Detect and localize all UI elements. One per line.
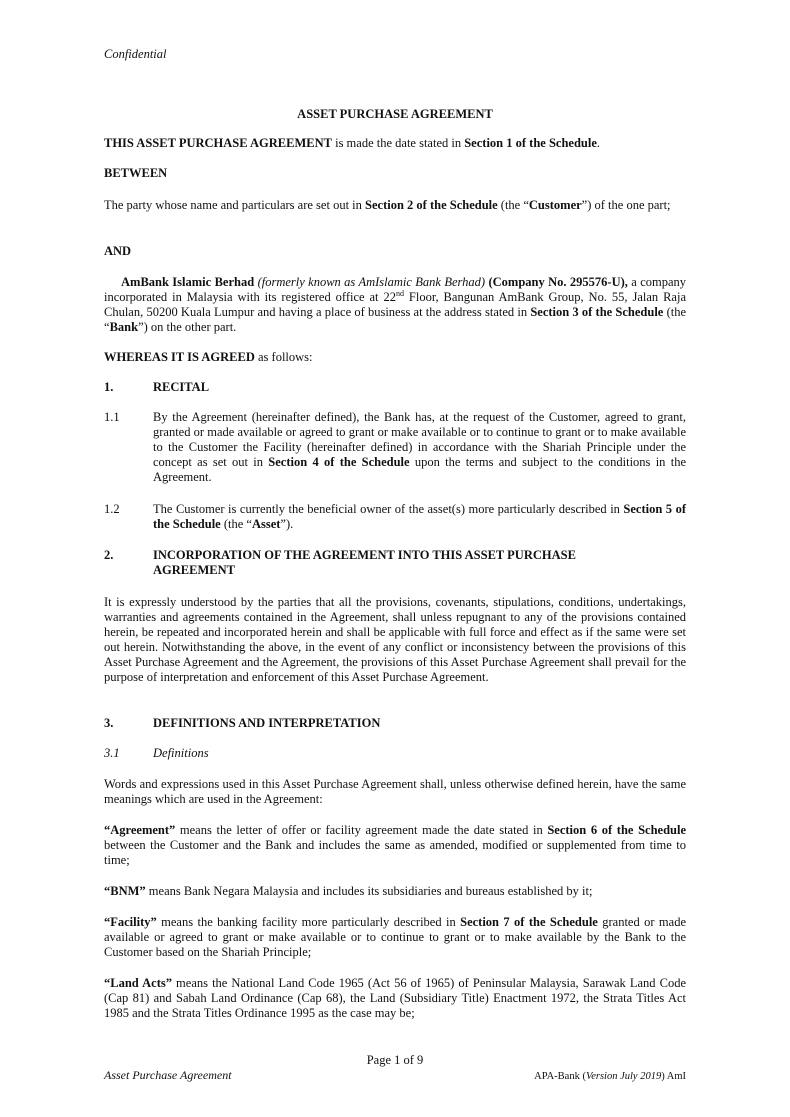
party1-paragraph: The party whose name and particulars are set out in Section 2 of the Schedule (the “Customer”) of the one part;	[104, 198, 671, 212]
section2-body: It is expressly understood by the parties that all the provisions, covenants, stipulations, conditions, undertakings, warranties and agreements contained in the Agreement, shall unless repugnant to any of the provisions contained herein, be repeated and incorporated herein and shall be applicable with full force and effect as if the same were set out herein. Notwithstanding the above, in the event of any conflict or inconsistency between the provisions of this Asset Purchase Agreement and the Agreement, the provisions of this Asset Purchase Agreement shall prevail for the purpose of interpretation and enforcement of this Asset Purchase Agreement.	[104, 595, 686, 684]
page-number: Page 1 of 9	[366, 1053, 424, 1067]
section2-title: INCORPORATION OF THE AGREEMENT INTO THIS ASSET PURCHASE AGREEMENT	[153, 548, 576, 577]
definition-facility: “Facility” means the banking facility more particularly described in Section 7 of the Schedule granted or made available or agreed to grant or make available or to continue to grant or to make available by the Bank to the Customer based on the Shariah Principle;	[104, 915, 686, 959]
subsection-3-1-title: Definitions	[153, 746, 209, 760]
definition-bnm: “BNM” means Bank Negara Malaysia and includes its subsidiaries and bureaus established by it;	[104, 884, 593, 898]
definition-land-acts: “Land Acts” means the National Land Code 1965 (Act 56 of 1965) of Peninsular Malaysia, Sarawak Land Code (Cap 81) and Sabah Land Ordinance (Cap 68), the Land (Subsidiary Title) Enactment 1972, the Strata Titles Act 1985 and the Strata Titles Ordinance 1995 as the case may be;	[104, 976, 686, 1020]
section1-title: RECITAL	[153, 380, 210, 394]
definitions-intro: Words and expressions used in this Asset Purchase Agreement shall, unless otherwise defined herein, have the same meanings which are used in the Agreement:	[104, 777, 686, 806]
footer-version: APA-Bank (Version July 2019) AmI	[534, 1071, 686, 1082]
party2-paragraph: AmBank Islamic Berhad (formerly known as AmIslamic Bank Berhad) (Company No. 295576-U), a company incorporated in Malaysia with its registered office at 22nd Floor, Bangunan AmBank Group, No. 55, Jalan Raja Chulan, 50200 Kuala Lumpur and having a place of business at the address stated in Section 3 of the Schedule (the “Bank”) on the other part.	[104, 275, 687, 334]
between-heading: BETWEEN	[104, 166, 168, 180]
and-heading: AND	[104, 244, 132, 258]
clause-1-2-text: The Customer is currently the beneficial owner of the asset(s) more particularly described in Section 5 of the Schedule (the “Asset”).	[153, 502, 686, 531]
clause-1-1-text: By the Agreement (hereinafter defined), the Bank has, at the request of the Customer, agreed to grant, granted or made available or agreed to grant or make available or to continue to grant or to make available to the Customer the Facility (hereinafter defined) in accordance with the Shariah Principle under the concept as set out in Section 4 of the Schedule upon the terms and subject to the conditions in the Agreement.	[153, 410, 686, 484]
subsection-3-1-number: 3.1	[104, 746, 120, 760]
footer-document-name: Asset Purchase Agreement	[104, 1068, 232, 1082]
section3-number: 3.	[104, 716, 114, 730]
confidential-label: Confidential	[104, 47, 167, 61]
clause-1-1-number: 1.1	[104, 410, 120, 424]
section1-number: 1.	[104, 380, 114, 394]
document-title: ASSET PURCHASE AGREEMENT	[297, 107, 493, 121]
clause-1-2-number: 1.2	[104, 502, 120, 516]
definition-agreement: “Agreement” means the letter of offer or facility agreement made the date stated in Section 6 of the Schedule between the Customer and the Bank and includes the same as amended, modified or supplemented from time to time;	[104, 823, 686, 867]
whereas-paragraph: WHEREAS IT IS AGREED as follows:	[104, 350, 313, 364]
section3-title: DEFINITIONS AND INTERPRETATION	[153, 716, 381, 730]
intro-paragraph: THIS ASSET PURCHASE AGREEMENT is made the date stated in Section 1 of the Schedule.	[104, 136, 600, 150]
section2-number: 2.	[104, 548, 114, 562]
